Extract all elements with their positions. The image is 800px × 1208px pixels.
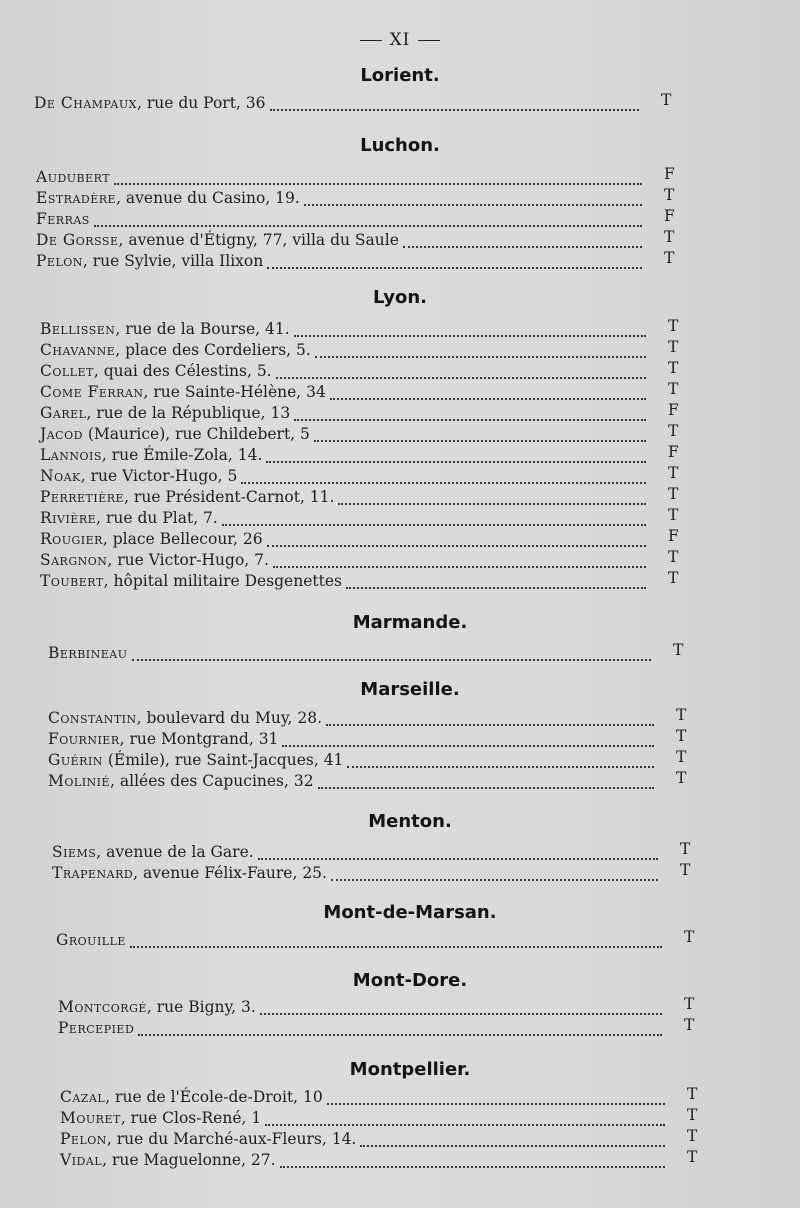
dot-leader (282, 724, 654, 747)
entry-flag: T (664, 228, 675, 246)
directory-entry (48, 771, 692, 792)
directory-entry (52, 863, 696, 884)
entry-text (60, 1108, 261, 1129)
entry-name: Siems (52, 843, 97, 861)
entry-address: , place Bellecour, 26 (102, 530, 263, 548)
entry-name: Guérin (48, 751, 103, 769)
dot-leader (331, 858, 658, 881)
entry-name: Vidal (60, 1151, 103, 1169)
dot-leader (314, 419, 646, 442)
entry-name: Garel (40, 404, 87, 422)
entry-text (40, 403, 290, 424)
entry-name: Collet (40, 362, 94, 380)
entry-flag: T (668, 569, 679, 587)
entry-address: , rue Victor-Hugo, 5 (80, 467, 238, 485)
dot-leader (304, 183, 642, 206)
city-heading: Marseille. (360, 679, 460, 700)
directory-entry (48, 643, 689, 664)
entry-flag: T (661, 91, 672, 109)
entry-text (58, 1018, 134, 1039)
entry-flag: T (680, 840, 691, 858)
entry-text (48, 771, 314, 792)
dot-leader (260, 992, 662, 1015)
entry-name: Montcorgé (58, 998, 147, 1016)
entry-flag: T (668, 359, 679, 377)
entry-name: Molinié (48, 772, 111, 790)
entry-flag: T (676, 769, 687, 787)
entry-text (40, 466, 237, 487)
entry-name: Bellissen (40, 320, 116, 338)
entry-text (40, 445, 262, 466)
dot-leader (294, 398, 646, 421)
dot-leader (327, 1082, 665, 1105)
entry-text (40, 382, 326, 403)
entry-name: Ferras (36, 210, 90, 228)
dot-leader (347, 745, 654, 768)
entry-address: , rue Clos-René, 1 (120, 1109, 262, 1127)
entry-name: Pelon (36, 252, 83, 270)
folio-dash-left (360, 40, 382, 41)
entry-flag: T (668, 380, 679, 398)
dot-leader (241, 461, 646, 484)
city-heading: Mont-Dore. (352, 970, 468, 991)
entry-flag: T (668, 464, 679, 482)
entry-name: Rougier (40, 530, 103, 548)
dot-leader (273, 545, 646, 568)
entry-text (36, 251, 263, 272)
entry-name: Sargnon (40, 551, 108, 569)
entry-text (40, 340, 311, 361)
dot-leader (265, 1103, 665, 1126)
city-heading: Lyon. (373, 287, 427, 308)
entry-name: Come Ferran (40, 383, 144, 401)
entry-name: Constantin (48, 709, 137, 727)
directory-entry (40, 571, 684, 592)
entry-flag: T (668, 506, 679, 524)
entry-name: Chavanne (40, 341, 116, 359)
dot-leader (280, 1145, 665, 1168)
dot-leader (222, 503, 646, 526)
entry-address: , allées des Capucines, 32 (110, 772, 314, 790)
entry-address: , rue Émile-Zola, 14. (101, 446, 263, 464)
entry-text (40, 571, 342, 592)
dot-leader (318, 766, 654, 789)
dot-leader (338, 482, 646, 505)
entry-name: Cazal (60, 1088, 106, 1106)
entry-address: , avenue du Casino, 19. (116, 189, 300, 207)
dot-leader (326, 703, 654, 726)
dot-leader (330, 377, 646, 400)
entry-address: , avenue Félix-Faure, 25. (133, 864, 327, 882)
entry-address: , hôpital militaire Desgenettes (103, 572, 342, 590)
entry-name: Lannois (40, 446, 102, 464)
entry-flag: T (668, 485, 679, 503)
entry-flag: T (668, 317, 679, 335)
entry-flag: T (668, 422, 679, 440)
entry-flag: T (673, 641, 684, 659)
entry-text (40, 529, 263, 550)
city-heading: Marmande. (352, 612, 468, 633)
entry-address: , rue Sainte-Hélène, 34 (143, 383, 326, 401)
city-heading: Lorient. (360, 65, 440, 86)
dot-leader (94, 204, 642, 227)
entry-text (48, 729, 278, 750)
dot-leader (315, 335, 646, 358)
entry-name: De Gorsse (36, 231, 119, 249)
entry-name: Audubert (36, 168, 111, 186)
entry-address: , boulevard du Muy, 28. (136, 709, 323, 727)
entry-name: Estradère (36, 189, 117, 207)
entry-flag: T (668, 338, 679, 356)
entry-flag: T (676, 748, 687, 766)
entry-name: Fournier (48, 730, 120, 748)
entry-flag: F (664, 165, 675, 183)
dot-leader (294, 314, 646, 337)
entry-flag: T (687, 1127, 698, 1145)
entry-name: Perretière (40, 488, 125, 506)
entry-name: Jacod (40, 425, 83, 443)
entry-flag: T (676, 727, 687, 745)
city-heading: Luchon. (360, 135, 440, 156)
entry-address: , rue Bigny, 3. (146, 998, 256, 1016)
entry-text (48, 643, 128, 664)
entry-text (36, 209, 90, 230)
entry-address: (Émile), rue Saint-Jacques, 41 (102, 751, 344, 769)
dot-leader (270, 88, 639, 111)
entry-name: De Champaux (34, 94, 137, 112)
entry-text (56, 930, 126, 951)
entry-text (40, 319, 290, 340)
entry-address: , avenue d'Étigny, 77, villa du Saule (118, 231, 399, 249)
entry-name: Mouret (60, 1109, 121, 1127)
directory-entry (60, 1150, 703, 1171)
entry-address: , rue Montgrand, 31 (119, 730, 279, 748)
entry-flag: T (664, 249, 675, 267)
entry-address: , avenue de la Gare. (96, 843, 254, 861)
entry-name: Berbineau (48, 644, 128, 662)
page-folio (0, 30, 800, 50)
entry-flag: T (684, 995, 695, 1013)
directory-entry (34, 93, 677, 114)
directory-entry (36, 251, 680, 272)
entry-flag: T (687, 1148, 698, 1166)
dot-leader (258, 837, 658, 860)
entry-text (40, 361, 272, 382)
dot-leader (346, 566, 646, 589)
entry-name: Percepied (58, 1019, 135, 1037)
dot-leader (267, 524, 646, 547)
entry-text (52, 863, 327, 884)
entry-address: , rue Président-Carnot, 11. (124, 488, 335, 506)
entry-flag: F (664, 207, 675, 225)
entry-flag: T (664, 186, 675, 204)
dot-leader (132, 638, 651, 661)
entry-address: , rue Maguelonne, 27. (102, 1151, 276, 1169)
entry-flag: F (668, 401, 679, 419)
entry-flag: T (684, 928, 695, 946)
entry-address: , rue de la Bourse, 41. (115, 320, 290, 338)
city-heading: Montpellier. (349, 1059, 471, 1080)
dot-leader (114, 162, 642, 185)
entry-address: (Maurice), rue Childebert, 5 (82, 425, 310, 443)
entry-address: , rue de la République, 13 (86, 404, 291, 422)
entry-address: , quai des Célestins, 5. (93, 362, 272, 380)
entry-name: Pelon (60, 1130, 107, 1148)
entry-name: Rivière (40, 509, 97, 527)
entry-text (48, 750, 343, 771)
entry-address: , rue du Marché-aux-Fleurs, 14. (106, 1130, 357, 1148)
entry-address: , rue du Port, 36 (136, 94, 266, 112)
entry-flag: T (668, 548, 679, 566)
entry-address: , rue du Plat, 7. (96, 509, 218, 527)
city-heading: Mont-de-Marsan. (323, 902, 497, 923)
folio-number: XI (389, 30, 411, 50)
entry-text (40, 508, 218, 529)
dot-leader (267, 246, 642, 269)
entry-flag: F (668, 527, 679, 545)
directory-entry (56, 930, 700, 951)
entry-text (52, 842, 254, 863)
entry-text (40, 550, 269, 571)
folio-dash-right (418, 40, 440, 41)
city-heading: Menton. (368, 811, 452, 832)
entry-name: Noak (40, 467, 81, 485)
dot-leader (276, 356, 646, 379)
entry-address: , rue de l'École-de-Droit, 10 (105, 1088, 323, 1106)
entry-text (48, 708, 322, 729)
entry-name: Toubert (40, 572, 104, 590)
entry-flag: T (676, 706, 687, 724)
entry-text (36, 167, 110, 188)
dot-leader (138, 1013, 662, 1036)
entry-address: , place des Cordeliers, 5. (115, 341, 311, 359)
directory-entry (58, 1018, 700, 1039)
entry-flag: T (684, 1016, 695, 1034)
entry-text (60, 1150, 276, 1171)
dot-leader (403, 225, 642, 248)
entry-address: , rue Sylvie, villa Ilixon (82, 252, 264, 270)
dot-leader (360, 1124, 665, 1147)
dot-leader (130, 925, 662, 948)
entry-flag: F (668, 443, 679, 461)
entry-text (34, 93, 266, 114)
entry-name: Grouille (56, 931, 126, 949)
entry-name: Trapenard (52, 864, 134, 882)
entry-flag: T (687, 1085, 698, 1103)
entry-flag: T (680, 861, 691, 879)
entry-flag: T (687, 1106, 698, 1124)
dot-leader (266, 440, 646, 463)
entry-address: , rue Victor-Hugo, 7. (107, 551, 269, 569)
